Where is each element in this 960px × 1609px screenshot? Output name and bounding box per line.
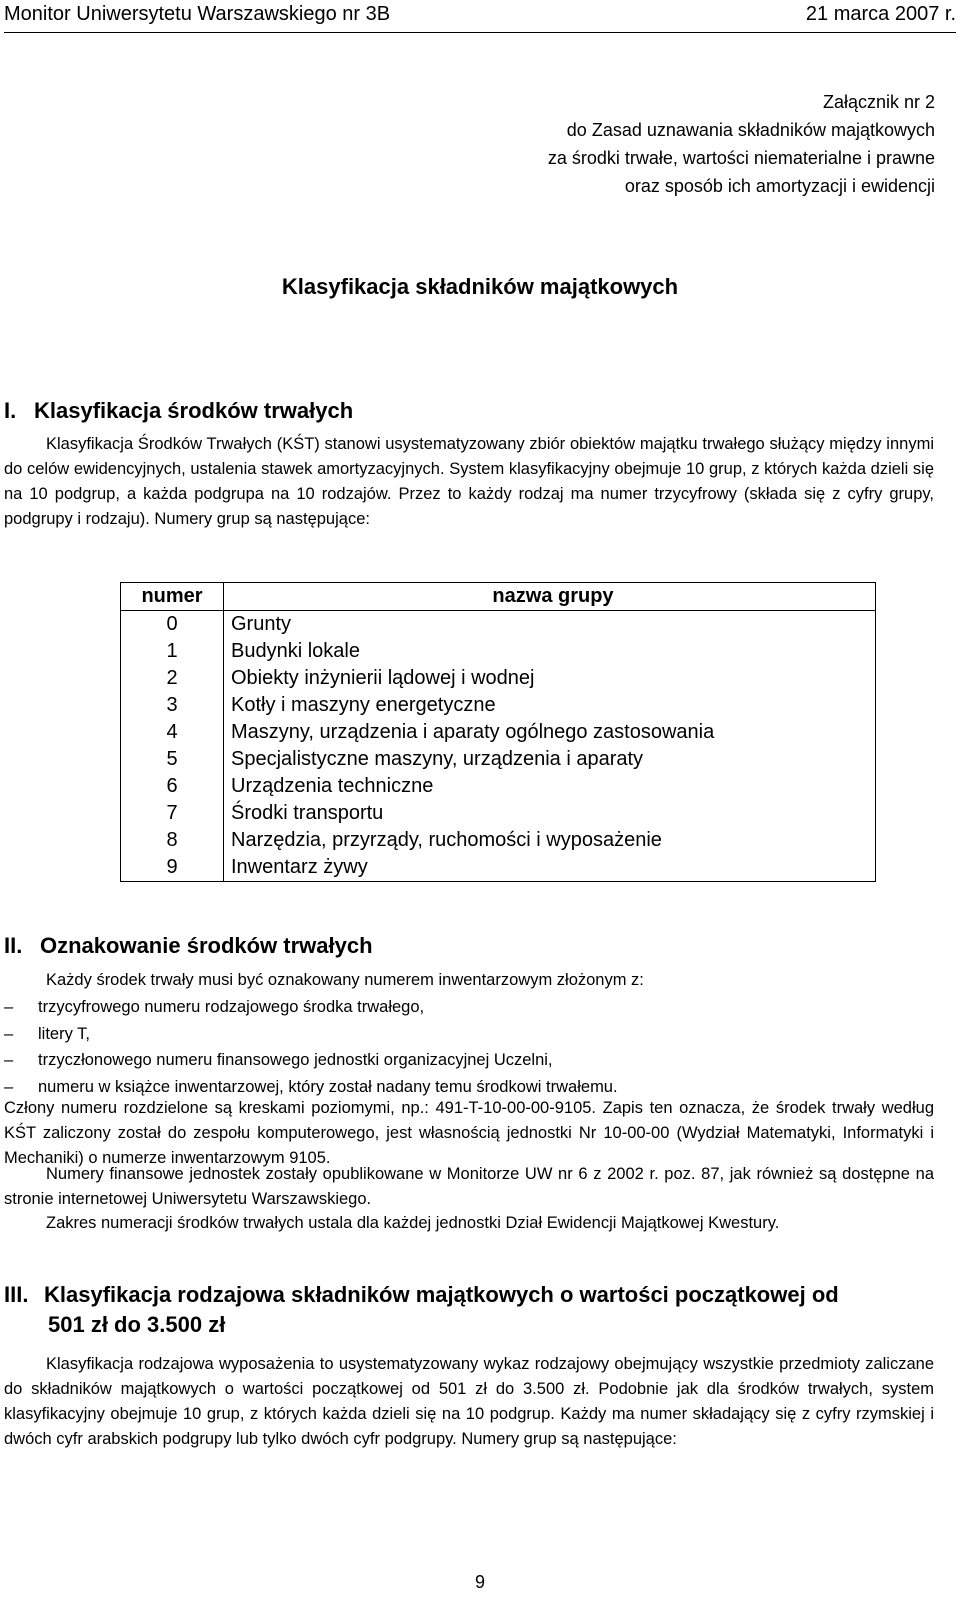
page-number: 9 [474, 1572, 485, 1592]
group-number: 6 [121, 773, 224, 800]
table-row [121, 692, 876, 719]
table-row [121, 773, 876, 800]
group-name: Specjalistyczne maszyny, urządzenia i aparaty [224, 746, 876, 773]
section-1-number: I. [4, 398, 17, 423]
attachment-line-4: oraz sposób ich amortyzacji i ewidencji [624, 176, 935, 196]
table-row [121, 800, 876, 827]
group-number: 0 [121, 611, 224, 639]
section-1-heading [4, 396, 353, 426]
group-number: 1 [121, 638, 224, 665]
group-name: Obiekty inżynierii lądowej i wodnej [224, 665, 876, 692]
header-date: 21 marca 2007 r. [805, 3, 956, 25]
group-number: 9 [121, 854, 224, 882]
attachment-line-2: do Zasad uznawania składników majątkowych [566, 120, 935, 140]
section-2-paragraph-2: Numery finansowe jednostek zostały opublikowane w Monitorze UW nr 6 z 2002 r. poz. 87, jak również są dostępne na stronie internetowej Uniwersytetu Warszawskiego. [4, 1165, 934, 1208]
group-name: Środki transportu [224, 800, 876, 827]
list-item: – trzyczłonowego numeru finansowego jednostki organizacyjnej Uczelni, [4, 1051, 553, 1069]
group-number: 2 [121, 665, 224, 692]
header-rule [4, 32, 956, 33]
running-header [4, 0, 956, 28]
attachment-note [548, 88, 935, 200]
section-3-paragraph: Klasyfikacja rodzajowa wyposażenia to usystematyzowany wykaz rodzajowy obejmujący wszystkie przedmioty zaliczane do składników majątkowych o wartości początkowej od 501 zł do 3.500 zł. Podobnie jak dla środków trwałych, system klasyfikacyjny obejmuje 10 grup, z których każda dzieli się na 10 podgrup. Każdy ma numer składający się z cyfry rzymskiej i dwóch cyfr arabskich podgrupy lub tylko dwóch cyfr podgrupy. Numery grup są następujące: [4, 1355, 934, 1448]
group-name: Narzędzia, przyrządy, ruchomości i wyposażenie [224, 827, 876, 854]
group-number: 5 [121, 746, 224, 773]
section-3-heading [4, 1280, 934, 1340]
section-3-title-line-2: 501 zł do 3.500 zł [48, 1312, 226, 1337]
document-title: Klasyfikacja składników majątkowych [281, 274, 679, 299]
section-2-intro: Każdy środek trwały musi być oznakowany numerem inwentarzowym złożonym z: [46, 971, 644, 989]
group-number: 8 [121, 827, 224, 854]
table-row [121, 611, 876, 639]
header-publication: Monitor Uniwersytetu Warszawskiego nr 3B [4, 3, 391, 25]
table-row [121, 854, 876, 882]
table-row [121, 719, 876, 746]
group-name: Grunty [224, 611, 876, 639]
section-2-number: II. [4, 933, 23, 958]
section-2-paragraph-1: Człony numeru rozdzielone są kreskami poziomymi, np.: 491-T-10-00-00-9105. Zapis ten oznacza, że środek trwały według KŚT zaliczony został do zespołu komputerowego, jest własnością jednostki Nr 10-00-00 (Wydział Matematyki, Informatyki i Mechaniki) o numerze inwentarzowym 9105. [4, 1099, 934, 1167]
list-item: – trzycyfrowego numeru rodzajowego środka trwałego, [4, 998, 425, 1016]
group-number: 3 [121, 692, 224, 719]
table-row [121, 746, 876, 773]
group-name: Maszyny, urządzenia i aparaty ogólnego zastosowania [224, 719, 876, 746]
section-1-title: Klasyfikacja środków trwałych [34, 398, 354, 423]
table-row [121, 638, 876, 665]
group-number: 4 [121, 719, 224, 746]
list-item: – numeru w książce inwentarzowej, który został nadany temu środkowi trwałemu. [4, 1077, 618, 1096]
group-number: 7 [121, 800, 224, 827]
section-2-title: Oznakowanie środków trwałych [40, 933, 373, 958]
group-name: Budynki lokale [224, 638, 876, 665]
table-row [121, 827, 876, 854]
list-item: – litery T, [4, 1024, 90, 1043]
column-header-name: nazwa grupy [224, 583, 876, 611]
groups-table [120, 582, 876, 882]
section-3-number: III. [4, 1282, 29, 1307]
section-2-paragraph-3: Zakres numeracji środków trwałych ustala dla każdej jednostki Dział Ewidencji Majątkowej Kwestury. [46, 1214, 780, 1232]
group-name: Kotły i maszyny energetyczne [224, 692, 876, 719]
attachment-line-3: za środki trwałe, wartości niematerialne i prawne [547, 148, 935, 168]
section-2-heading [4, 931, 373, 961]
attachment-line-1: Załącznik nr 2 [822, 92, 935, 112]
inventory-number-parts-list [4, 994, 934, 1100]
column-header-number: numer [121, 583, 224, 611]
table-row [121, 665, 876, 692]
table-header-row [121, 583, 876, 611]
group-name: Inwentarz żywy [224, 854, 876, 882]
section-3-title-line-1: Klasyfikacja rodzajowa składników majątkowych o wartości początkowej od [44, 1282, 839, 1307]
section-1-paragraph: Klasyfikacja Środków Trwałych (KŚT) stanowi usystematyzowany zbiór obiektów majątku trwałego służący między innymi do celów ewidencyjnych, ustalenia stawek amortyzacyjnych. System klasyfikacyjny obejmuje 10 grup, z których każda dzieli się na 10 podgrup, a każda podgrupa na 10 rodzajów. Przez to każdy rodzaj ma numer trzycyfrowy (składa się z cyfry grupy, podgrupy i rodzaju). Numery grup są następujące: [4, 435, 934, 528]
group-name: Urządzenia techniczne [224, 773, 876, 800]
